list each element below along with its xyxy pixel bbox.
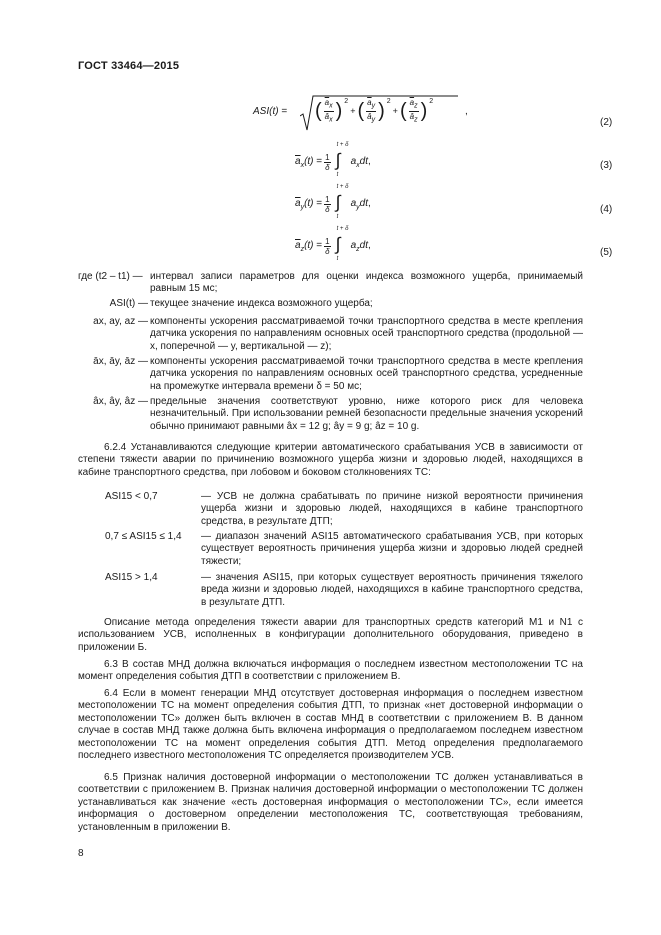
- document-header: ГОСТ 33464—2015: [78, 60, 180, 72]
- paragraph-annex-b: Описание метода определения тяжести аварии для транспортных средств категорий М1 и N1 с использованием УСВ, исполненных в конфигурации дополнительного оборудования, приведено в приложении Б.: [78, 617, 583, 653]
- equation-3: $\overline{a}_x(t)$ = $\frac{1}{\delta}$ t + δ ∫ t $a_xdt$,: [295, 142, 371, 182]
- criterion-condition: 0,7 ≤ ASI15 ≤ 1,4: [105, 531, 182, 542]
- frac-ay: $\frac{\overline{a}_y}{â_y}$: [367, 98, 376, 124]
- frac-ax: $\frac{\overline{a}_x}{â_x}$: [324, 98, 333, 124]
- criterion-text: — диапазон значений ASI15 автоматического срабатывания УСВ, при которых существует вероятность причинения ущерба жизни и здоровью людей средней тяжести;: [201, 531, 583, 567]
- criterion-condition: ASI15 > 1,4: [105, 572, 158, 583]
- eq2-lhs: ASI(t) =: [253, 106, 288, 117]
- frac-az: $\frac{\overline{a}_z}{â_z}$: [409, 98, 418, 124]
- paragraph-6-4: 6.4 Если в момент генерации МНД отсутствует достоверная информация о последнем известном местоположении ТС на момент определения события ДТП, то признак «нет достоверной информации о местоположении ТС» должен быть включен в состав МНД в соответствии с приложением В. В данном случае в состав МНД также должна быть включена информация о предполагаемом последнем известном местоположении ТС на момент определения события ДТП. Метод определения предполагаемого последнего известного местоположения ТС определяется производителем УСВ.: [78, 688, 583, 762]
- definition-label: āx, āy, āz —: [93, 356, 148, 367]
- definition-text: компоненты ускорения рассматриваемой точки транспортного средства в месте крепления датчика ускорения по направлениям основных осей транспортного средства, усредненные на промежутке интервала времени δ = 50 мс;: [150, 356, 583, 392]
- definition-text: текущее значение индекса возможного ущерба;: [150, 298, 373, 309]
- equation-number-2: (2): [600, 117, 613, 128]
- definition-label: ASI(t) —: [109, 298, 148, 309]
- integral-icon: t + δ ∫ t: [335, 142, 349, 178]
- paragraph-6-3: 6.3 В состав МНД должна включаться информация о последнем известном местоположении ТС на момент определения события ДТП в соответствии с приложением В.: [78, 659, 583, 683]
- definition-label: âx, ây, âz —: [93, 396, 148, 407]
- equation-number-5: (5): [600, 247, 613, 258]
- integral-icon: t + δ ∫ t: [335, 226, 349, 262]
- integral-icon: t + δ ∫ t: [335, 184, 349, 220]
- equation-number-4: (4): [600, 204, 613, 215]
- page-number: 8: [78, 848, 84, 859]
- eq2-radicand: ( $\frac{\overline{a}_x}{â_x}$ ) $^2$ + ( $\frac{\overline{a}_y}{â_y}$ ) $^2$ + ( $\frac{\overline{a}_z}{â_z}$ ) $^2$: [315, 97, 434, 124]
- criterion-text: — значения ASI15, при которых существует вероятность причинения тяжелого вреда жизни и здоровью людей, находящихся в кабине транспортного средства, в результате ДТП.: [201, 572, 583, 608]
- criterion-text: — УСВ не должна срабатывать по причине низкой вероятности причинения ущерба жизни и здоровью людей, находящихся в кабине транспортного средства, в результате ДТП;: [201, 491, 583, 527]
- definition-label: где (t2 – t1) —: [78, 271, 143, 282]
- criterion-condition: ASI15 < 0,7: [105, 491, 158, 502]
- equation-2: ASI(t) = ( $\frac{\overline{a}_x}{â_x}$ ) $^2$ + ( $\frac{\overline{a}_y}{â_y}$ ) $^2$ + ( $\frac{\overline{a}_z}{â_z}$ ) $^2$ ,: [253, 92, 453, 136]
- paragraph-6-2-4: 6.2.4 Устанавливаются следующие критерии автоматического срабатывания УСВ в зависимости от степени тяжести аварии по причинению возможного ущерба жизни и здоровью людей, находящихся в кабине транспортного средства, при лобовом и боковом столкновениях ТС:: [78, 442, 583, 478]
- definition-label: ax, ay, az —: [93, 316, 148, 327]
- equation-4: $\overline{a}_y(t)$ = $\frac{1}{\delta}$ t + δ ∫ t $a_ydt$,: [295, 184, 371, 224]
- equation-5: $\overline{a}_z(t)$ = $\frac{1}{\delta}$ t + δ ∫ t $a_zdt$,: [295, 226, 371, 266]
- equation-number-3: (3): [600, 160, 613, 171]
- definition-text: интервал записи параметров для оценки индекса возможного ущерба, принимаемый равным 15 мс;: [150, 271, 583, 295]
- definition-text: компоненты ускорения рассматриваемой точки транспортного средства в месте крепления датчика ускорения по направлениям основных осей транспортного средства (продольной — x, поперечной — y, вертикальной — z);: [150, 316, 583, 352]
- paragraph-6-5: 6.5 Признак наличия достоверной информации о местоположении ТС должен устанавливаться в соответствии с приложением В. Признак наличия достоверной информации о местоположении ТС должен устанавливаться как значение «есть достоверная информация о местоположении ТС», если имеется информация о достоверном определении местоположения ТС, соответствующая требованиям, установленным в приложении В.: [78, 772, 583, 833]
- definition-text: предельные значения соответствуют уровню, ниже которого риск для человека незначительный. При использовании ремней безопасности предельные значения ускорений обычно принимают равными âx = 12 g; ây = 9 g; âz = 10 g.: [150, 396, 583, 432]
